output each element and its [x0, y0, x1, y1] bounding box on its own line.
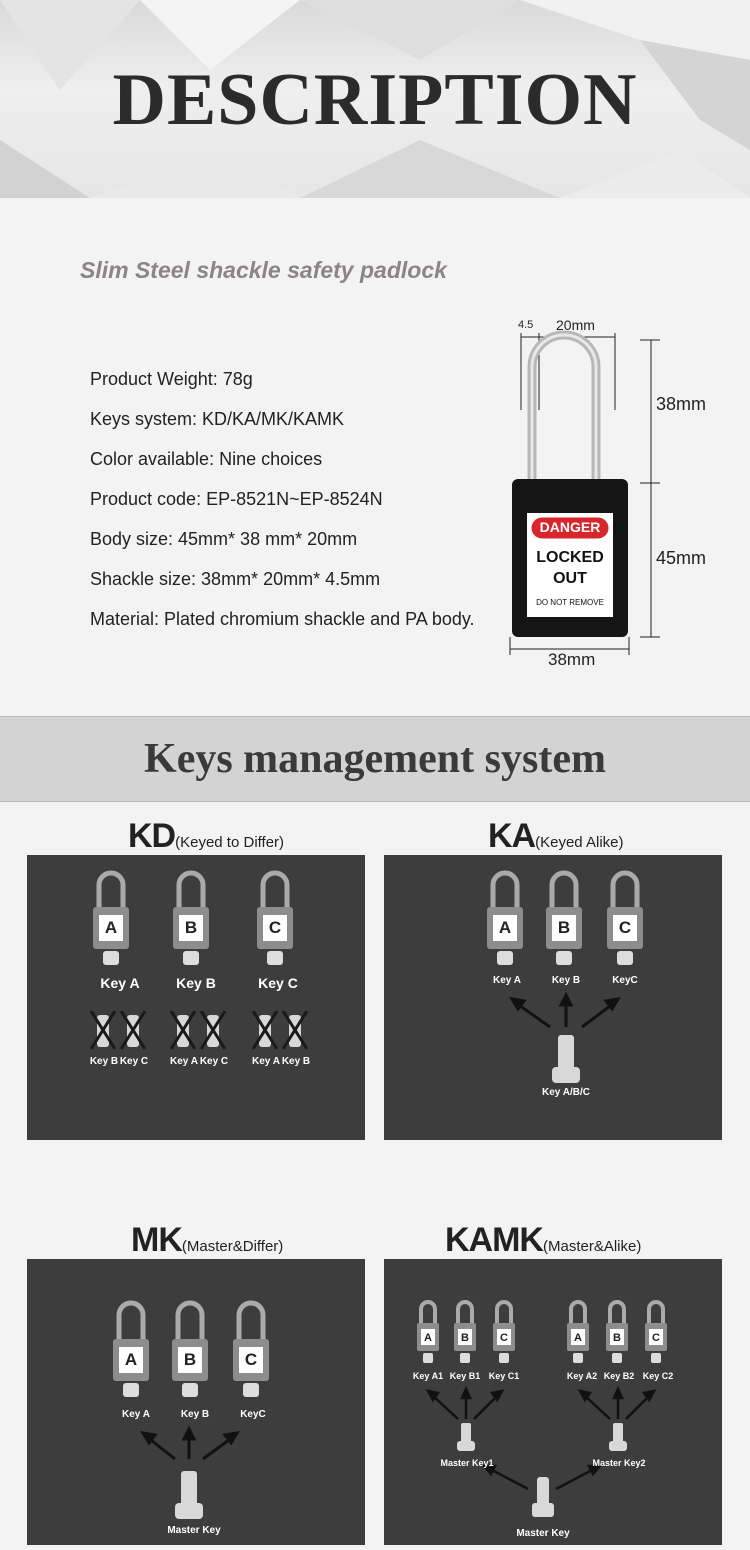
dim-shackle-thickness: 4.5: [518, 319, 534, 331]
spec-code: Product code: EP-8521N~EP-8524N: [90, 489, 383, 509]
kamk-abbr: KAMK: [445, 1221, 543, 1259]
kamk-desc: (Master&Alike): [542, 1238, 642, 1255]
spec-body-size: Body size: 45mm* 38 mm* 20mm: [90, 529, 358, 549]
dim-shackle-width: 20mm: [556, 317, 595, 333]
locked-label: LOCKED: [536, 549, 604, 566]
mk-key-c: KeyC: [240, 1409, 266, 1420]
do-not-remove-label: DO NOT REMOVE: [536, 598, 604, 607]
kamk-master-key-1: Master Key1: [440, 1458, 494, 1468]
kd-lock-b: B: [184, 918, 198, 937]
section-title: Keys management system: [144, 736, 606, 782]
danger-label: DANGER: [539, 519, 601, 535]
ka-key-b: Key B: [551, 975, 581, 986]
kamk-lock-a1: A: [424, 1332, 432, 1344]
spec-shackle-size: Shackle size: 38mm* 20mm* 4.5mm: [90, 569, 381, 589]
kd-lock-c: C: [268, 918, 282, 937]
ka-heading: [488, 817, 623, 856]
ka-lock-c: C: [618, 918, 632, 937]
kamk-key-b1: Key B1: [449, 1371, 481, 1381]
ka-key-c: KeyC: [612, 975, 638, 986]
kd-cross-key: Key B: [281, 1056, 311, 1067]
kamk-key-a2: Key A2: [566, 1371, 598, 1381]
kamk-grand-master-key: Master Key: [516, 1528, 570, 1539]
padlock-diagram: [505, 315, 715, 675]
spec-keys-system: Keys system: KD/KA/MK/KAMK: [90, 409, 345, 429]
kd-cross-key: Key A: [170, 1056, 198, 1067]
mk-lock-c: C: [244, 1350, 258, 1369]
product-subtitle: Slim Steel shackle safety padlock: [80, 257, 447, 283]
mk-heading: [131, 1221, 283, 1260]
kd-cross-key: Key C: [119, 1056, 149, 1067]
spec-weight: Product Weight: 78g: [90, 369, 253, 389]
spec-color: Color available: Nine choices: [90, 449, 323, 469]
kamk-lock-c2: C: [652, 1332, 660, 1344]
kd-key-b: Key B: [176, 975, 216, 991]
kamk-master-key-2: Master Key2: [592, 1458, 646, 1468]
mk-abbr: MK: [131, 1221, 182, 1259]
page-title: DESCRIPTION: [112, 59, 638, 141]
ka-lock-b: B: [557, 918, 571, 937]
ka-master-key: Key A/B/C: [542, 1087, 590, 1098]
kamk-heading: [445, 1221, 641, 1260]
kamk-key-c2: Key C2: [642, 1371, 674, 1381]
mk-lock-b: B: [183, 1350, 197, 1369]
out-label: OUT: [553, 570, 587, 587]
kamk-lock-b2: B: [613, 1332, 621, 1344]
kamk-panel: [384, 1259, 722, 1545]
mk-lock-a: A: [124, 1350, 138, 1369]
kd-panel: [27, 855, 365, 1140]
kd-diagram: [27, 855, 365, 1140]
kd-lock-a: A: [104, 918, 118, 937]
dim-shackle-height: 38mm: [656, 394, 707, 414]
kd-key-a: Key A: [100, 975, 140, 991]
ka-abbr: KA: [488, 817, 536, 855]
spec-material: Material: Plated chromium shackle and PA body.: [90, 609, 475, 629]
kd-cross-key: Key C: [199, 1056, 229, 1067]
kd-abbr: KD: [128, 817, 176, 855]
mk-key-b: Key B: [180, 1409, 210, 1420]
dim-body-width: 38mm: [548, 650, 596, 669]
dim-body-height: 45mm: [656, 548, 707, 568]
kamk-diagram: [384, 1259, 722, 1545]
mk-master-key: Master Key: [167, 1525, 221, 1536]
kamk-key-c1: Key C1: [488, 1371, 520, 1381]
ka-key-a: Key A: [493, 975, 521, 986]
mk-panel: [27, 1259, 365, 1545]
mk-key-a: Key A: [122, 1409, 150, 1420]
ka-lock-a: A: [498, 918, 512, 937]
kd-key-c: Key C: [258, 975, 298, 991]
mk-desc: (Master&Differ): [181, 1238, 284, 1255]
kd-heading: [128, 817, 284, 856]
kd-cross-key: Key A: [252, 1056, 280, 1067]
kd-desc: (Keyed to Differ): [175, 834, 285, 851]
kamk-key-b2: Key B2: [603, 1371, 635, 1381]
ka-desc: (Keyed Alike): [535, 834, 624, 851]
kamk-lock-a2: A: [574, 1332, 582, 1344]
kd-cross-key: Key B: [89, 1056, 119, 1067]
kamk-key-a1: Key A1: [412, 1371, 444, 1381]
kamk-lock-b1: B: [461, 1332, 469, 1344]
mk-diagram: [27, 1259, 365, 1545]
kamk-lock-c1: C: [500, 1332, 508, 1344]
